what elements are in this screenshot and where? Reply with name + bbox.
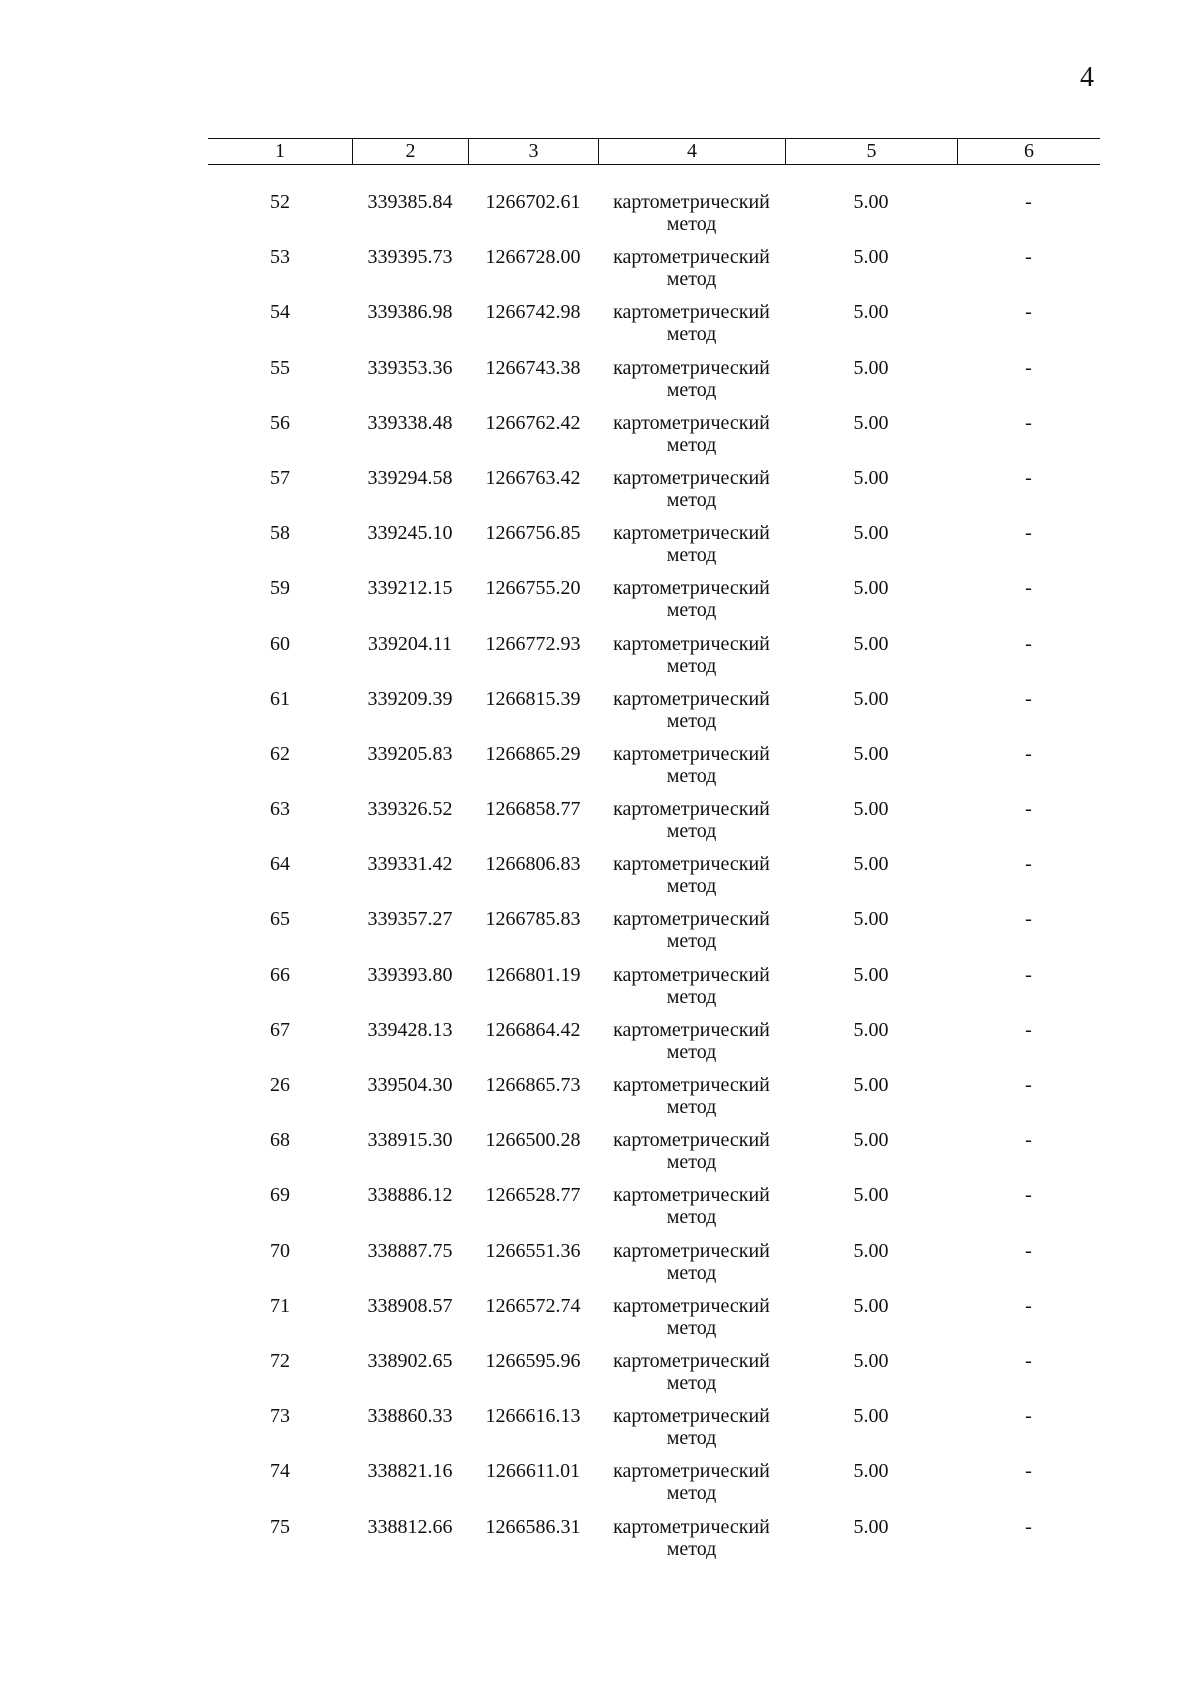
method-line-1: картометрический	[613, 1129, 770, 1152]
method-line-2: метод	[666, 488, 717, 511]
accuracy: 5.00	[853, 1239, 889, 1262]
coordinate-y: 1266551.36	[485, 1239, 581, 1262]
method	[598, 191, 785, 235]
method	[598, 1295, 785, 1339]
accuracy: 5.00	[853, 687, 889, 710]
note: -	[1025, 522, 1032, 545]
coordinate-x: 339326.52	[367, 798, 453, 821]
point-number: 74	[270, 1460, 290, 1483]
coordinate-x: 339428.13	[367, 1018, 453, 1041]
coordinate-x: 339504.30	[367, 1074, 453, 1096]
method	[598, 357, 785, 401]
method	[598, 1516, 785, 1560]
coordinate-y: 1266586.31	[485, 1515, 581, 1538]
method	[598, 467, 785, 511]
method	[598, 577, 785, 621]
coordinate-y: 1266865.29	[485, 742, 581, 765]
coordinate-x: 338908.57	[367, 1294, 453, 1317]
table-header	[208, 138, 1100, 165]
coordinate-y: 1266728.00	[485, 246, 581, 269]
point-number: 53	[270, 246, 290, 269]
method-line-1: картометрический	[613, 246, 770, 269]
accuracy: 5.00	[853, 908, 889, 931]
method-line-2: метод	[666, 1206, 717, 1229]
method-line-1: картометрический	[613, 1515, 770, 1538]
method-line-2: метод	[666, 820, 717, 843]
method	[598, 798, 785, 842]
method-line-1: картометрический	[613, 963, 770, 986]
note: -	[1025, 466, 1032, 489]
note: -	[1025, 1018, 1032, 1041]
method-line-2: метод	[666, 654, 717, 677]
coordinate-x: 339205.83	[367, 742, 453, 765]
method	[598, 1240, 785, 1284]
method	[598, 688, 785, 732]
coordinate-x: 339393.80	[367, 963, 453, 986]
coordinate-x: 338887.75	[367, 1239, 453, 1262]
point-number: 55	[270, 356, 290, 379]
page-number: 4	[1080, 62, 1094, 93]
table-row	[208, 577, 1100, 632]
coordinate-y: 1266528.77	[485, 1184, 581, 1207]
method-line-2: метод	[666, 599, 717, 622]
table-row	[208, 1405, 1100, 1460]
header-cell-1: 1	[275, 140, 285, 162]
method-line-1: картометрический	[613, 356, 770, 379]
accuracy: 5.00	[853, 1515, 889, 1538]
point-number: 60	[270, 632, 290, 655]
method-line-2: метод	[666, 268, 717, 291]
table-row	[208, 1240, 1100, 1295]
coordinate-y: 1266865.73	[485, 1074, 581, 1096]
method	[598, 1350, 785, 1394]
accuracy: 5.00	[853, 963, 889, 986]
method-line-1: картометрический	[613, 577, 770, 600]
method	[598, 1184, 785, 1228]
method-line-2: метод	[666, 1537, 717, 1560]
method	[598, 301, 785, 345]
table-row	[208, 301, 1100, 356]
coordinate-x: 338860.33	[367, 1405, 453, 1428]
table-row	[208, 964, 1100, 1019]
accuracy: 5.00	[853, 1349, 889, 1372]
note: -	[1025, 742, 1032, 765]
coordinate-y: 1266743.38	[485, 356, 581, 379]
method-line-1: картометрический	[613, 411, 770, 434]
table-row	[208, 798, 1100, 853]
method-line-2: метод	[666, 1151, 717, 1174]
table-row	[208, 467, 1100, 522]
accuracy: 5.00	[853, 356, 889, 379]
accuracy: 5.00	[853, 853, 889, 876]
point-number: 68	[270, 1129, 290, 1152]
table-body	[208, 191, 1100, 1571]
point-number: 65	[270, 908, 290, 931]
coordinate-y: 1266801.19	[485, 963, 581, 986]
coordinate-y: 1266702.61	[485, 191, 581, 213]
method-line-2: метод	[666, 985, 717, 1008]
point-number: 61	[270, 687, 290, 710]
accuracy: 5.00	[853, 301, 889, 324]
accuracy: 5.00	[853, 1405, 889, 1428]
point-number: 71	[270, 1294, 290, 1317]
point-number: 73	[270, 1405, 290, 1428]
coordinate-x: 339245.10	[367, 522, 453, 545]
accuracy: 5.00	[853, 798, 889, 821]
accuracy: 5.00	[853, 742, 889, 765]
point-number: 52	[270, 191, 290, 213]
note: -	[1025, 1294, 1032, 1317]
method	[598, 1074, 785, 1118]
coordinate-y: 1266572.74	[485, 1294, 581, 1317]
accuracy: 5.00	[853, 577, 889, 600]
table-row	[208, 1295, 1100, 1350]
method	[598, 633, 785, 677]
method-line-1: картометрический	[613, 191, 770, 213]
coordinate-x: 339204.11	[367, 632, 453, 655]
method	[598, 1019, 785, 1063]
coordinate-x: 338821.16	[367, 1460, 453, 1483]
accuracy: 5.00	[853, 191, 889, 213]
note: -	[1025, 963, 1032, 986]
note: -	[1025, 1515, 1032, 1538]
table-row	[208, 688, 1100, 743]
note: -	[1025, 246, 1032, 269]
method-line-2: метод	[666, 764, 717, 787]
method-line-1: картометрический	[613, 1074, 770, 1096]
coordinate-y: 1266806.83	[485, 853, 581, 876]
table-row	[208, 1184, 1100, 1239]
note: -	[1025, 1239, 1032, 1262]
method-line-1: картометрический	[613, 1405, 770, 1428]
accuracy: 5.00	[853, 466, 889, 489]
coordinate-y: 1266858.77	[485, 798, 581, 821]
method-line-2: метод	[666, 544, 717, 567]
header-cell-3: 3	[468, 139, 598, 164]
point-number: 66	[270, 963, 290, 986]
accuracy: 5.00	[853, 632, 889, 655]
table-row	[208, 1460, 1100, 1515]
coordinate-x: 339353.36	[367, 356, 453, 379]
method-line-2: метод	[666, 709, 717, 732]
coordinate-x: 338886.12	[367, 1184, 453, 1207]
coordinate-y: 1266772.93	[485, 632, 581, 655]
accuracy: 5.00	[853, 1129, 889, 1152]
table-row	[208, 246, 1100, 301]
method	[598, 1129, 785, 1173]
table-row	[208, 191, 1100, 246]
point-number: 62	[270, 742, 290, 765]
note: -	[1025, 191, 1032, 213]
coordinate-x: 339212.15	[367, 577, 453, 600]
table-row	[208, 1074, 1100, 1129]
method-line-2: метод	[666, 1261, 717, 1284]
table-row	[208, 633, 1100, 688]
note: -	[1025, 577, 1032, 600]
method-line-2: метод	[666, 433, 717, 456]
method	[598, 412, 785, 456]
point-number: 63	[270, 798, 290, 821]
note: -	[1025, 908, 1032, 931]
method-line-1: картометрический	[613, 522, 770, 545]
note: -	[1025, 1460, 1032, 1483]
coordinate-x: 338915.30	[367, 1129, 453, 1152]
method-line-1: картометрический	[613, 1239, 770, 1262]
coordinate-x: 339357.27	[367, 908, 453, 931]
table-row	[208, 1516, 1100, 1571]
accuracy: 5.00	[853, 1184, 889, 1207]
point-number: 67	[270, 1018, 290, 1041]
method-line-1: картометрический	[613, 1018, 770, 1041]
accuracy: 5.00	[853, 522, 889, 545]
method	[598, 964, 785, 1008]
method-line-1: картометрический	[613, 1184, 770, 1207]
accuracy: 5.00	[853, 411, 889, 434]
point-number: 56	[270, 411, 290, 434]
method-line-1: картометрический	[613, 1349, 770, 1372]
coordinate-y: 1266595.96	[485, 1349, 581, 1372]
note: -	[1025, 1184, 1032, 1207]
method	[598, 246, 785, 290]
coordinate-y: 1266756.85	[485, 522, 581, 545]
point-number: 26	[270, 1074, 290, 1096]
coordinate-y: 1266815.39	[485, 687, 581, 710]
coordinate-x: 339331.42	[367, 853, 453, 876]
accuracy: 5.00	[853, 1460, 889, 1483]
coordinate-x: 339385.84	[367, 191, 453, 213]
point-number: 70	[270, 1239, 290, 1262]
table-row	[208, 908, 1100, 963]
method-line-2: метод	[666, 1371, 717, 1394]
method-line-2: метод	[666, 213, 717, 235]
method	[598, 1405, 785, 1449]
method-line-1: картометрический	[613, 1460, 770, 1483]
note: -	[1025, 853, 1032, 876]
coordinate-y: 1266616.13	[485, 1405, 581, 1428]
method-line-2: метод	[666, 323, 717, 346]
point-number: 72	[270, 1349, 290, 1372]
method-line-2: метод	[666, 930, 717, 953]
method-line-1: картометрический	[613, 908, 770, 931]
method	[598, 522, 785, 566]
coordinate-x: 339338.48	[367, 411, 453, 434]
accuracy: 5.00	[853, 1074, 889, 1096]
coordinate-y: 1266785.83	[485, 908, 581, 931]
coordinate-y: 1266864.42	[485, 1018, 581, 1041]
point-number: 59	[270, 577, 290, 600]
point-number: 75	[270, 1515, 290, 1538]
table-row	[208, 1019, 1100, 1074]
note: -	[1025, 356, 1032, 379]
table-row	[208, 1129, 1100, 1184]
table-row	[208, 357, 1100, 412]
note: -	[1025, 1129, 1032, 1152]
table-row	[208, 743, 1100, 798]
coordinate-x: 339294.58	[367, 466, 453, 489]
table-row	[208, 522, 1100, 577]
method-line-2: метод	[666, 1096, 717, 1118]
method-line-1: картометрический	[613, 466, 770, 489]
header-cell-5: 5	[785, 139, 957, 164]
note: -	[1025, 1074, 1032, 1096]
method-line-1: картометрический	[613, 632, 770, 655]
accuracy: 5.00	[853, 1294, 889, 1317]
method-line-2: метод	[666, 875, 717, 898]
point-number: 64	[270, 853, 290, 876]
accuracy: 5.00	[853, 1018, 889, 1041]
coordinate-y: 1266611.01	[485, 1460, 581, 1483]
method-line-2: метод	[666, 1482, 717, 1505]
header-cell-6: 6	[957, 139, 1100, 164]
table-row	[208, 412, 1100, 467]
method-line-2: метод	[666, 1040, 717, 1063]
coordinate-y: 1266500.28	[485, 1129, 581, 1152]
method-line-1: картометрический	[613, 742, 770, 765]
coordinate-x: 339395.73	[367, 246, 453, 269]
method	[598, 908, 785, 952]
note: -	[1025, 798, 1032, 821]
note: -	[1025, 1349, 1032, 1372]
note: -	[1025, 411, 1032, 434]
point-number: 69	[270, 1184, 290, 1207]
method-line-1: картометрический	[613, 1294, 770, 1317]
method	[598, 1460, 785, 1504]
coordinate-x: 339209.39	[367, 687, 453, 710]
note: -	[1025, 1405, 1032, 1428]
coordinate-x: 338902.65	[367, 1349, 453, 1372]
coordinate-y: 1266762.42	[485, 411, 581, 434]
coordinate-x: 339386.98	[367, 301, 453, 324]
header-cell-2: 2	[352, 139, 468, 164]
note: -	[1025, 632, 1032, 655]
method-line-2: метод	[666, 1316, 717, 1339]
point-number: 57	[270, 466, 290, 489]
point-number: 54	[270, 301, 290, 324]
method-line-1: картометрический	[613, 301, 770, 324]
header-cell-4: 4	[598, 139, 785, 164]
point-number: 58	[270, 522, 290, 545]
table-row	[208, 853, 1100, 908]
method	[598, 853, 785, 897]
coordinate-y: 1266755.20	[485, 577, 581, 600]
table-row	[208, 1350, 1100, 1405]
coordinate-y: 1266742.98	[485, 301, 581, 324]
method	[598, 743, 785, 787]
method-line-1: картометрический	[613, 853, 770, 876]
coordinate-x: 338812.66	[367, 1515, 453, 1538]
accuracy: 5.00	[853, 246, 889, 269]
coordinate-y: 1266763.42	[485, 466, 581, 489]
note: -	[1025, 687, 1032, 710]
method-line-1: картометрический	[613, 687, 770, 710]
method-line-2: метод	[666, 1427, 717, 1450]
note: -	[1025, 301, 1032, 324]
method-line-1: картометрический	[613, 798, 770, 821]
method-line-2: метод	[666, 378, 717, 401]
